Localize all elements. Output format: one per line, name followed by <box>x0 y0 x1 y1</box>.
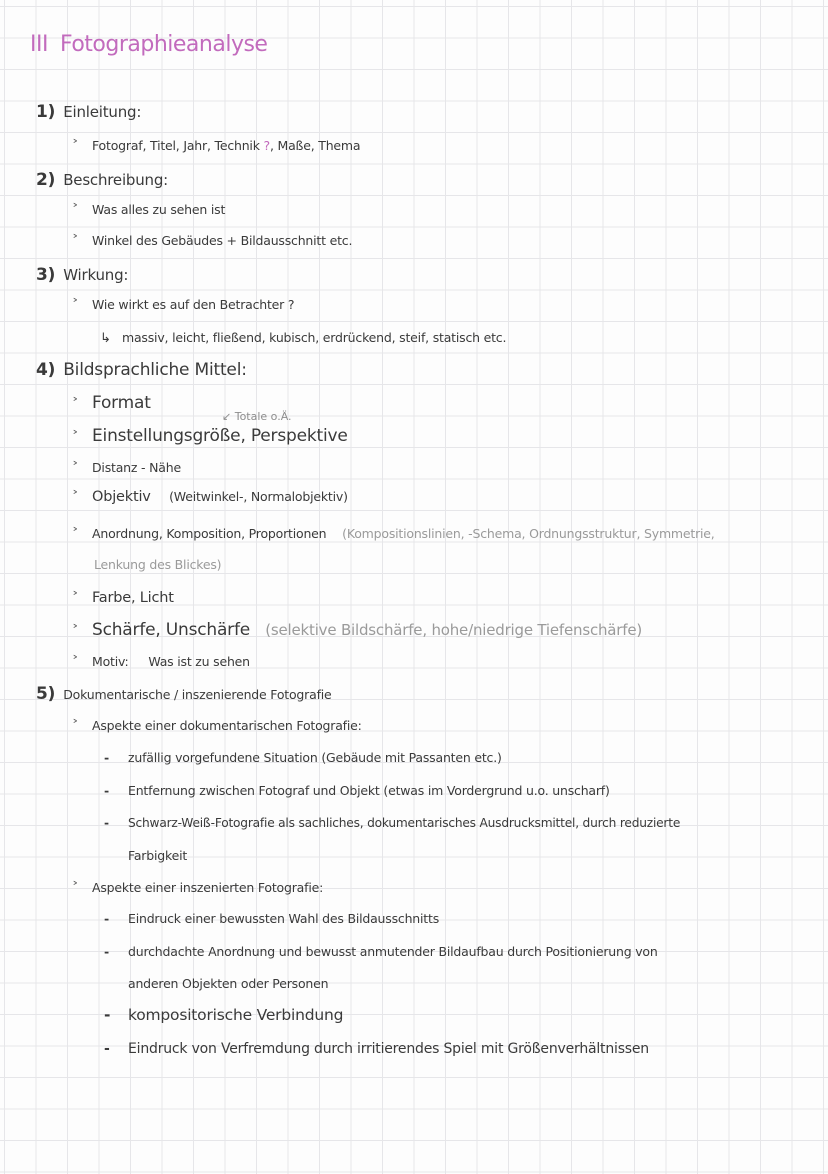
dash-item <box>104 944 658 959</box>
annotation-note <box>222 410 292 423</box>
item-text: Aspekte einer inszenierten Fotografie: <box>92 880 324 895</box>
list-item <box>72 233 352 249</box>
dash-icon: - <box>104 944 109 959</box>
dash-item <box>104 750 502 765</box>
item-extra: (Weitwinkel-, Normalobjektiv) <box>169 489 348 504</box>
item-continuation: Lenkung des Blickes) <box>94 557 222 572</box>
section-number: 3) <box>36 265 56 285</box>
item-text: Winkel des Gebäudes + Bildausschnitt etc. <box>92 233 353 248</box>
list-item <box>72 460 181 476</box>
item-continuation: anderen Objekten oder Personen <box>128 976 329 991</box>
bullet-icon: ˃ <box>72 490 79 505</box>
list-item <box>72 880 323 896</box>
bullet-icon: ˃ <box>72 430 79 445</box>
item-text: Anordnung, Komposition, Proportionen <box>92 526 327 541</box>
list-item <box>72 620 642 640</box>
section-number: 4) <box>36 360 56 380</box>
bullet-icon: ˃ <box>72 203 79 218</box>
list-item <box>72 654 250 670</box>
section-4-heading <box>36 360 247 380</box>
dash-icon: - <box>104 783 109 798</box>
title-roman: III <box>30 32 48 57</box>
item-text: Farbe, Licht <box>92 590 174 606</box>
dash-item <box>104 1041 649 1057</box>
dash-icon: - <box>104 1006 111 1024</box>
item-text: Motiv: <box>92 654 129 669</box>
item-continuation: Farbigkeit <box>128 848 188 863</box>
arrow-icon: ↳ <box>100 331 111 346</box>
section-1-heading <box>36 102 141 122</box>
item-text: Aspekte einer dokumentarischen Fotografie: <box>92 718 362 733</box>
dash-item <box>104 816 680 830</box>
list-item <box>72 526 715 542</box>
item-text: Eindruck von Verfremdung durch irritierendes Spiel mit Größenverhältnissen <box>128 1041 649 1057</box>
item-text: Was alles zu sehen ist <box>92 202 226 217</box>
section-title: Bildsprachliche Mittel: <box>63 360 247 380</box>
bullet-icon: ˃ <box>72 624 79 639</box>
item-text: Objektiv <box>92 489 151 505</box>
bullet-icon: ˃ <box>72 591 79 606</box>
title-text: Fotographieanalyse <box>59 32 268 57</box>
bullet-icon: ˃ <box>72 719 79 734</box>
section-2-heading <box>36 170 168 190</box>
dash-item <box>104 1006 343 1024</box>
list-item <box>72 138 360 154</box>
item-text: durchdachte Anordnung und bewusst anmutender Bildaufbau durch Positionierung von <box>128 944 658 959</box>
dash-icon: - <box>104 750 109 765</box>
item-extra: (Kompositionslinien, -Schema, Ordnungsstruktur, Symmetrie, <box>342 526 715 541</box>
sub-item <box>100 330 506 346</box>
list-item <box>72 202 225 218</box>
list-item <box>72 489 348 505</box>
item-text: Eindruck einer bewussten Wahl des Bildausschnitts <box>128 911 440 926</box>
dash-item <box>104 911 439 926</box>
bullet-icon: ˃ <box>72 397 79 412</box>
question-mark: ? <box>263 138 270 153</box>
list-item <box>72 590 174 606</box>
note-arrow-icon: ↙ <box>222 410 232 423</box>
list-item <box>72 297 294 313</box>
bullet-icon: ˃ <box>72 461 79 476</box>
item-text: Wie wirkt es auf den Betrachter ? <box>92 297 295 312</box>
section-number: 1) <box>36 102 56 122</box>
dash-icon: - <box>104 1041 110 1057</box>
list-item <box>72 426 348 446</box>
bullet-icon: ˃ <box>72 655 79 670</box>
item-text: zufällig vorgefundene Situation (Gebäude mit Passanten etc.) <box>128 750 502 765</box>
section-3-heading <box>36 265 128 285</box>
bullet-icon: ˃ <box>72 298 79 313</box>
section-number: 5) <box>36 684 56 704</box>
section-title: Wirkung: <box>63 266 129 284</box>
bullet-icon: ˃ <box>72 527 79 542</box>
list-item <box>72 393 151 413</box>
dash-item <box>104 783 610 798</box>
item-text: kompositorische Verbindung <box>128 1006 344 1024</box>
item-text: massiv, leicht, fließend, kubisch, erdrückend, steif, statisch etc. <box>122 330 507 345</box>
section-title: Einleitung: <box>63 103 142 121</box>
item-text: Entfernung zwischen Fotograf und Objekt (etwas im Vordergrund u.o. unscharf) <box>128 783 610 798</box>
item-text: Distanz - Nähe <box>92 460 181 475</box>
item-text: Schärfe, Unschärfe <box>92 620 251 640</box>
item-extra: (selektive Bildschärfe, hohe/niedrige Tiefenschärfe) <box>265 621 643 639</box>
section-title: Beschreibung: <box>63 171 169 189</box>
item-text-2: , Maße, Thema <box>269 138 361 153</box>
bullet-icon: ˃ <box>72 881 79 896</box>
item-text: Schwarz-Weiß-Fotografie als sachliches, dokumentarisches Ausdrucksmittel, durch reduzierte <box>128 816 681 830</box>
bullet-icon: ˃ <box>72 234 79 249</box>
dash-icon: - <box>104 816 109 830</box>
page-title <box>30 32 267 57</box>
dash-icon: - <box>104 911 109 926</box>
section-number: 2) <box>36 170 56 190</box>
item-extra: Was ist zu sehen <box>148 654 250 669</box>
item-text: Fotograf, Titel, Jahr, Technik <box>92 138 260 153</box>
section-title: Dokumentarische / inszenierende Fotografie <box>63 687 332 702</box>
note-text: Totale o.Ä. <box>234 410 292 423</box>
item-text: Einstellungsgröße, Perspektive <box>92 426 348 446</box>
section-5-heading <box>36 684 332 704</box>
list-item <box>72 718 362 734</box>
bullet-icon: ˃ <box>72 139 79 154</box>
item-text: Format <box>92 393 151 413</box>
